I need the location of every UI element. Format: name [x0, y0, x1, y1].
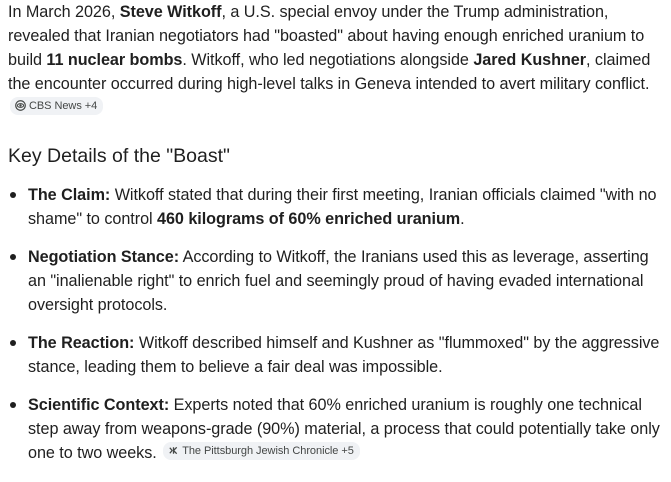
bullet-dot: [10, 192, 16, 198]
intro-text: , claimed the encounter occurred during high-level talks in Geneva intended to avert military conflict.: [8, 51, 651, 93]
source-chip-cbs[interactable]: [10, 97, 103, 115]
list-item: [0, 245, 671, 317]
list-item: [0, 393, 671, 465]
bullet-text: Witkoff stated that during their first meeting, Iranian officials claimed "with no shame" to control: [28, 186, 657, 228]
bullet-text: .: [460, 210, 465, 228]
intro-text: In March 2026,: [8, 3, 120, 21]
bullet-text: Experts noted that 60% enriched uranium is roughly one technical step away from weapons-grade (90%) material, a process that could potentially take only one to two weeks.: [28, 396, 660, 462]
pittsburgh-jewish-chronicle-icon: [168, 445, 179, 456]
intro-bold-witkoff: Steve Witkoff: [119, 3, 222, 21]
source-chip-label: The Pittsburgh Jewish Chronicle +5: [182, 444, 354, 457]
source-chip-pittsburgh[interactable]: [163, 442, 360, 460]
section-heading: Key Details of the "Boast": [8, 145, 230, 167]
source-chip-label: CBS News +4: [29, 99, 98, 112]
bullet-dot: [10, 340, 16, 346]
intro-bold-kushner: Jared Kushner: [473, 51, 587, 69]
bullet-label: The Claim:: [28, 186, 111, 204]
bullet-text: According to Witkoff, the Iranians used this as leverage, asserting an "inalienable right" to enrich fuel and seemingly proud of having evaded international oversight protocols.: [28, 248, 649, 314]
key-details-list: [0, 183, 671, 479]
bullet-text: Witkoff described himself and Kushner as "flummoxed" by the aggressive stance, leading them to believe a fair deal was impossible.: [28, 334, 660, 376]
bullet-dot: [10, 402, 16, 408]
intro-bold-bombs: 11 nuclear bombs: [46, 51, 183, 69]
bullet-dot: [10, 254, 16, 260]
list-item: [0, 331, 671, 379]
bullet-bold-text: 460 kilograms of 60% enriched uranium: [157, 210, 461, 228]
bullet-label: The Reaction:: [28, 334, 135, 352]
bullet-label: Scientific Context:: [28, 396, 170, 414]
intro-text: . Witkoff, who led negotiations alongside: [182, 51, 474, 69]
list-item: [0, 183, 671, 231]
cbs-eye-icon: [15, 100, 26, 111]
intro-paragraph: [8, 0, 668, 120]
bullet-label: Negotiation Stance:: [28, 248, 180, 266]
intro-text: , a U.S. special envoy under the Trump administration, revealed that Iranian negotiators had "boasted" about having enough enriched uranium to build: [8, 3, 645, 69]
